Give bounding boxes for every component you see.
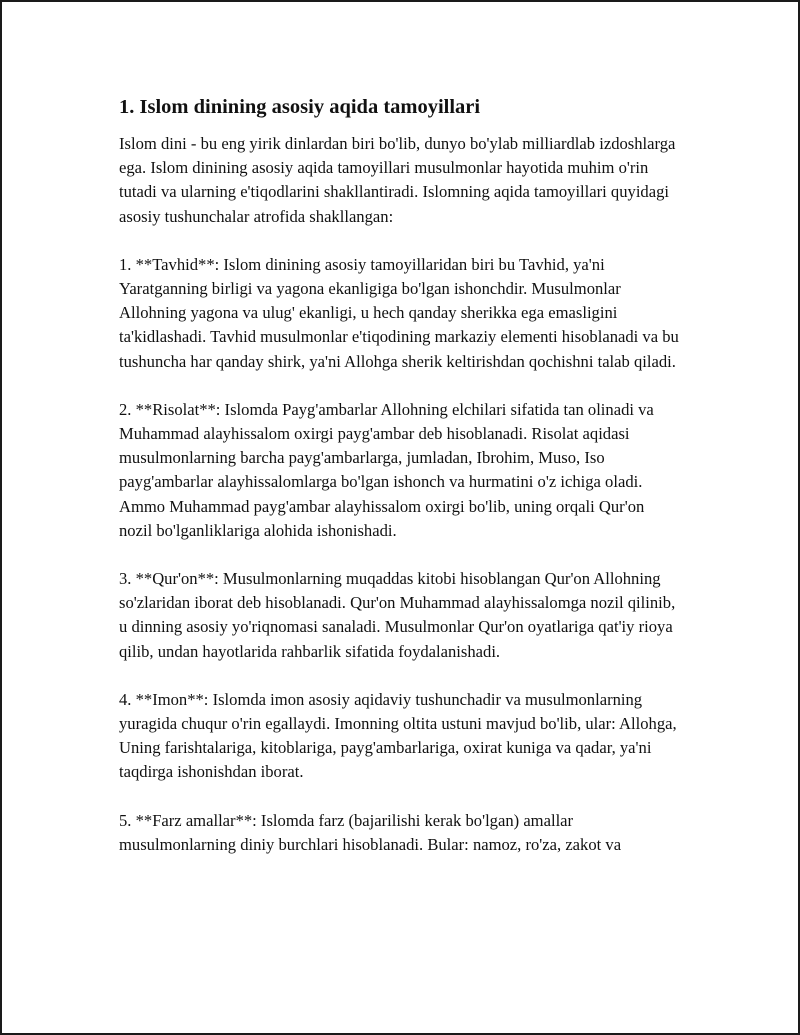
intro-paragraph: Islom dini - bu eng yirik dinlardan biri bo'lib, dunyo bo'ylab milliardlab izdoshlarga ega. Islom dinining asosiy aqida tamoyillari musulmonlar hayotida muhim o'rin tutadi va ularning e'tiqodlarini shakllantiradi. Islomning aqida tamoyillari quyidagi asosiy tushunchalar atrofida shakllangan: [119,134,676,226]
imon-paragraph: 4. **Imon**: Islomda imon asosiy aqidaviy tushunchadir va musulmonlarning yuragida chuqur o'rin egallaydi. Imonning oltita ustuni mavjud bo'lib, ular: Allohga, Uning farishtalariga, kitoblariga, payg'ambarlariga, oxirat kuniga va qadar, ya'ni taqdirga ishonishdan iborat. [119,689,677,782]
document-body [119,94,679,881]
risolat-paragraph: 2. **Risolat**: Islomda Payg'ambarlar Allohning elchilari sifatida tan olinadi va Muhammad alayhissalom oxirgi payg'ambar deb hisoblanadi. Risolat aqidasi musulmonlarning barcha payg'ambarlarga, jumladan, Ibrohim, Muso, Iso payg'ambarlar alayhissalomlarga bo'lgan ishonch va hurmatini o'z ichiga oladi. Ammo Muhammad payg'ambar alayhissalom oxirgi bo'lib, uning orqali Qur'on nozil bo'lganliklariga alohida ishonishadi. [119,399,654,540]
quron-paragraph: 3. **Qur'on**: Musulmonlarning muqaddas kitobi hisoblangan Qur'on Allohning so'zlaridan iborat deb hisoblanadi. Qur'on Muhammad alayhissalomga nozil qilinib, u dinning asosiy yo'riqnomasi sanaladi. Musulmonlar Qur'on oyatlariga qat'iy rioya qilib, undan hayotlarida rahbarlik sifatida foydalanishadi. [119,569,676,661]
tavhid-paragraph: 1. **Tavhid**: Islom dinining asosiy tamoyillaridan biri bu Tavhid, ya'ni Yaratganning birligi va yagona ekanligiga bo'lgan ishonchdir. Musulmonlar Allohning yagona va ulug' ekanligi, u hech qanday sherikka ega emasligini ta'kidlashadi. Tavhid musulmonlar e'tiqodining markaziy elementi hisoblanadi va bu tushuncha har qanday shirk, ya'ni Allohga sherik keltirishdan qochishni talab qiladi. [119,254,679,371]
document-title: 1. Islom dinining asosiy aqida tamoyillari [119,96,481,118]
farz-amallar-paragraph: 5. **Farz amallar**: Islomda farz (bajarilishi kerak bo'lgan) amallar musulmonlarning diniy burchlari hisoblanadi. Bular: namoz, ro'za, zakot va [119,810,622,854]
